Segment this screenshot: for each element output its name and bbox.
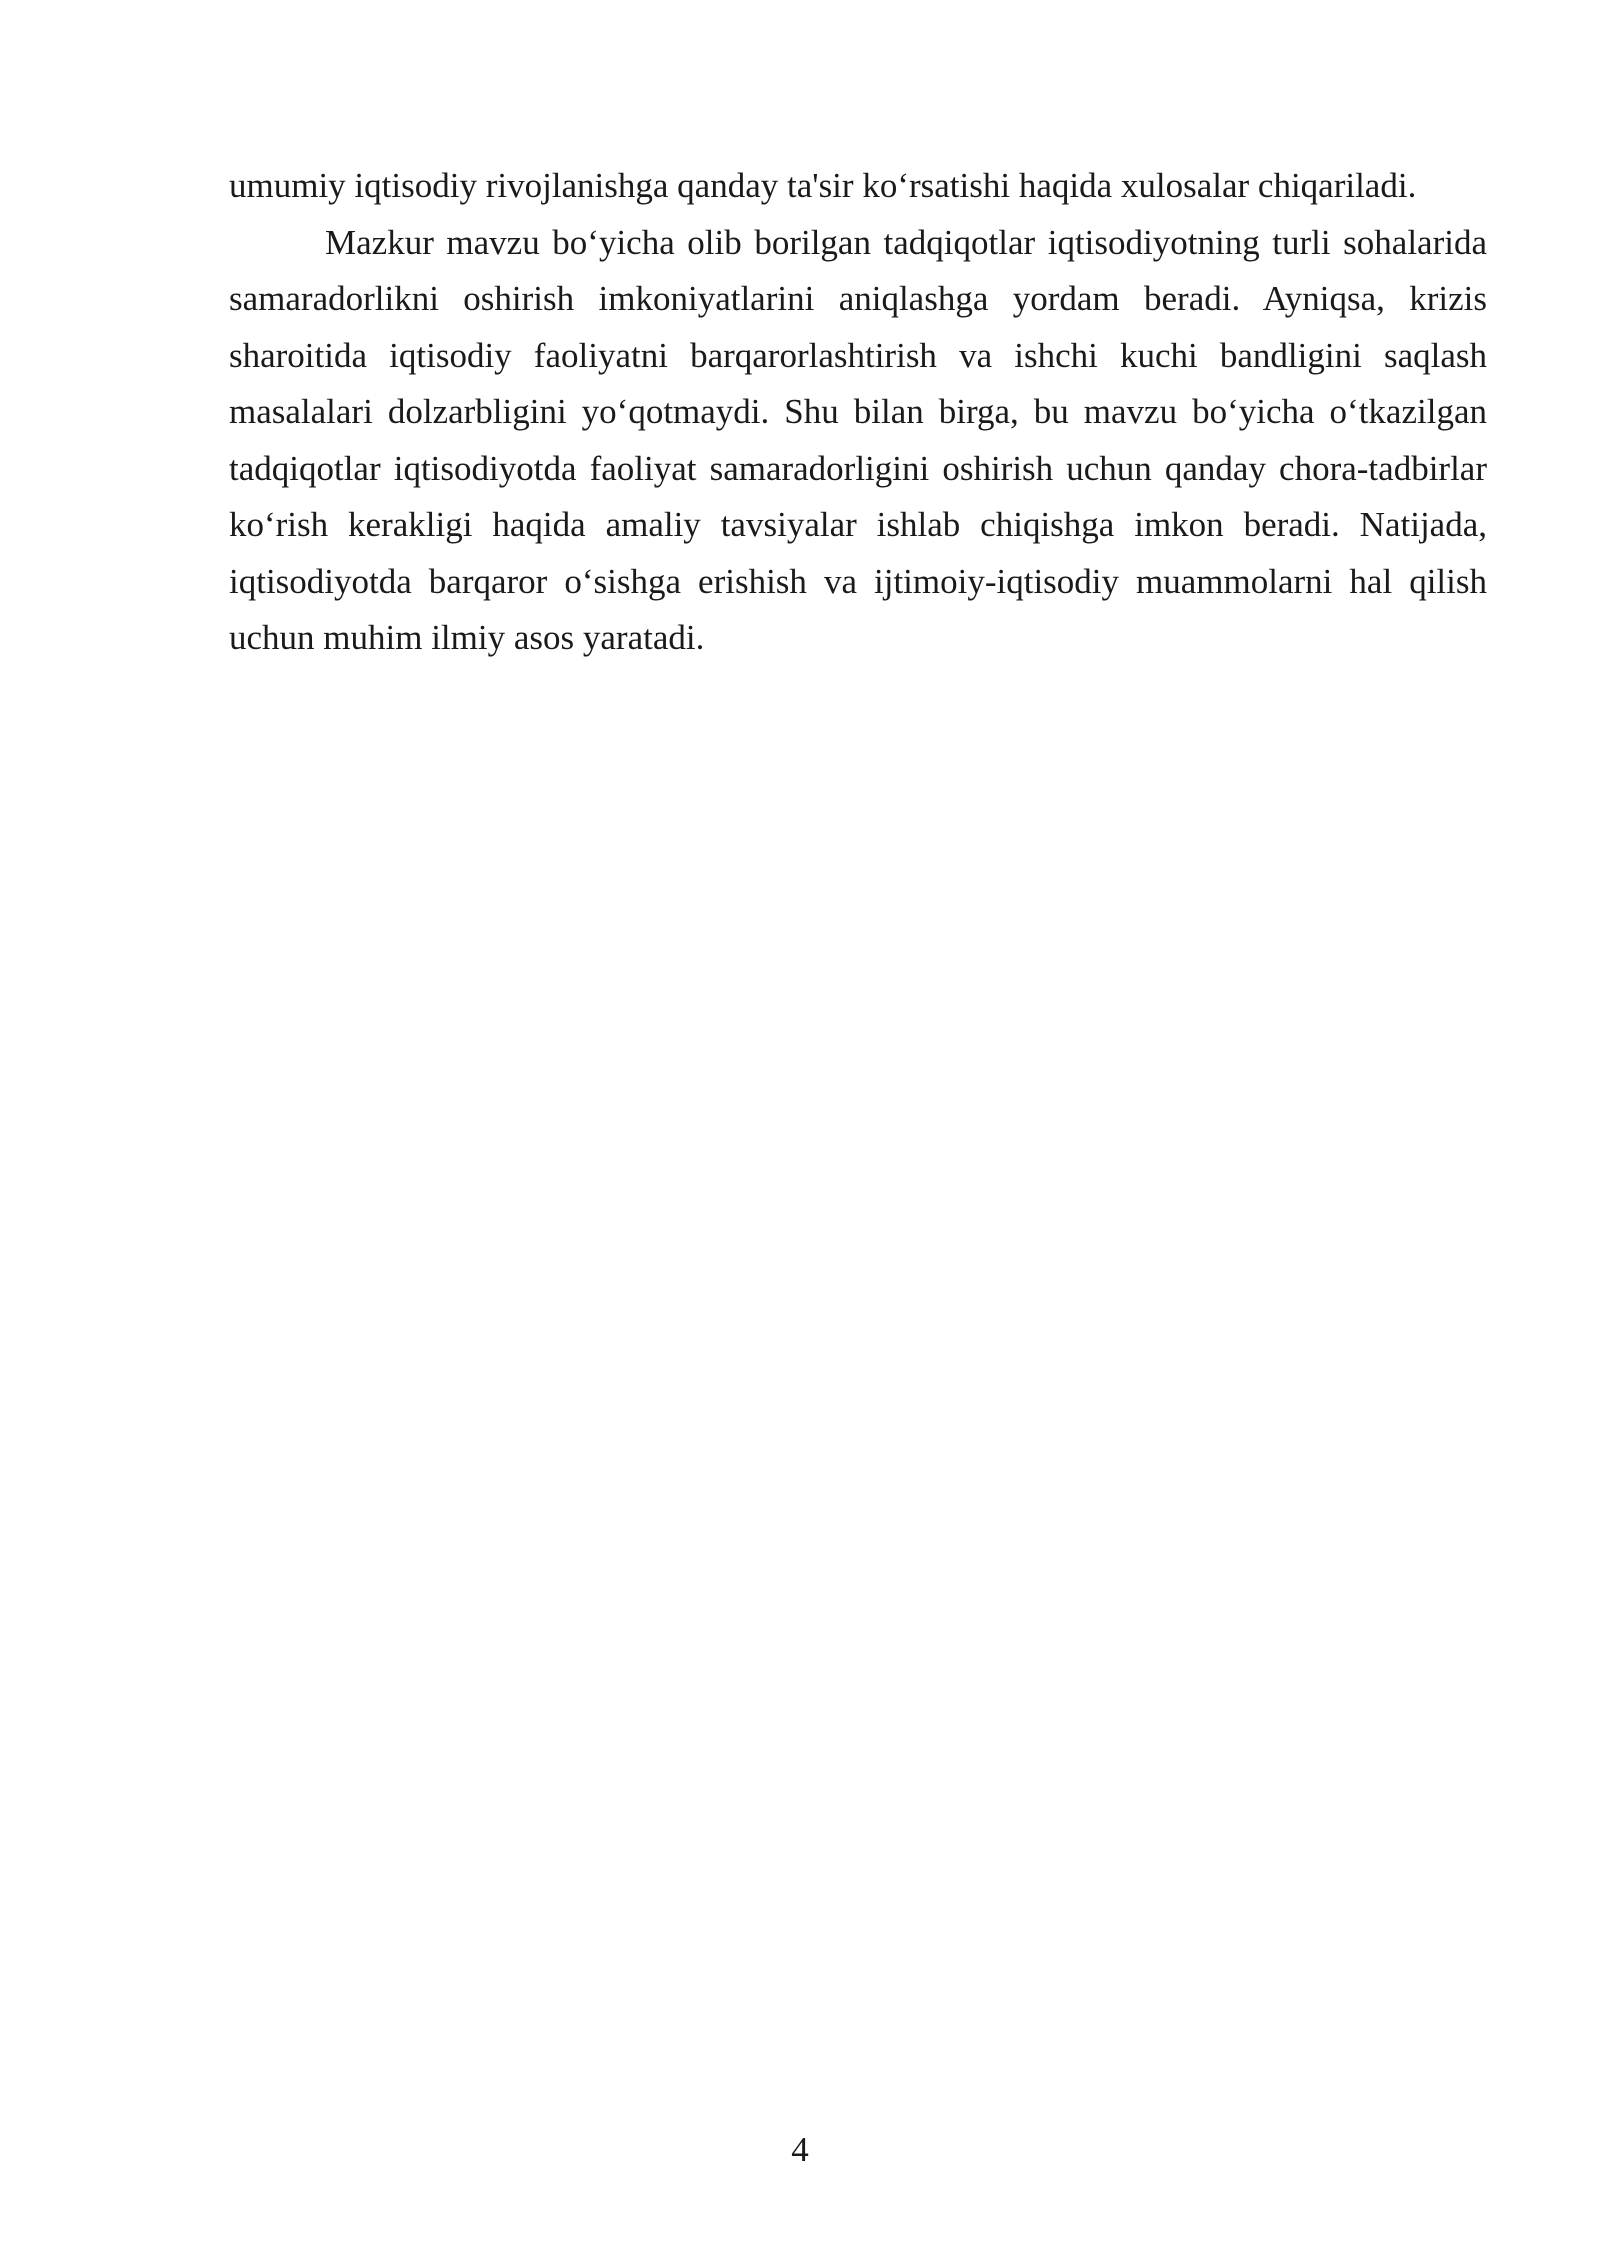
paragraph: Mazkur mavzu bo‘yicha olib borilgan tadqiqotlar iqtisodiyotning turli sohalarida samaradorlikni oshirish imkoniyatlarini aniqlashga yordam beradi. Ayniqsa, krizis sharoitida iqtisodiy faoliyatni barqarorlashtirish va ishchi kuchi bandligini saqlash masalalari dolzarbligini yo‘qotmaydi. Shu bilan birga, bu mavzu bo‘yicha o‘tkazilgan tadqiqotlar iqtisodiyotda faoliyat samaradorligini oshirish uchun qanday chora-tadbirlar ko‘rish kerakligi haqida amaliy tavsiyalar ishlab chiqishga imkon beradi. Natijada, iqtisodiyotda barqaror o‘sishga erishish va ijtimoiy-iqtisodiy muammolarni hal qilish uchun muhim ilmiy asos yaratadi. [229,222,1487,657]
paragraph-continuation: umumiy iqtisodiy rivojlanishga qanday ta'sir ko‘rsatishi haqida xulosalar chiqariladi. [229,166,1417,205]
page-number: 4 [791,2130,809,2169]
body-text [229,158,1487,667]
